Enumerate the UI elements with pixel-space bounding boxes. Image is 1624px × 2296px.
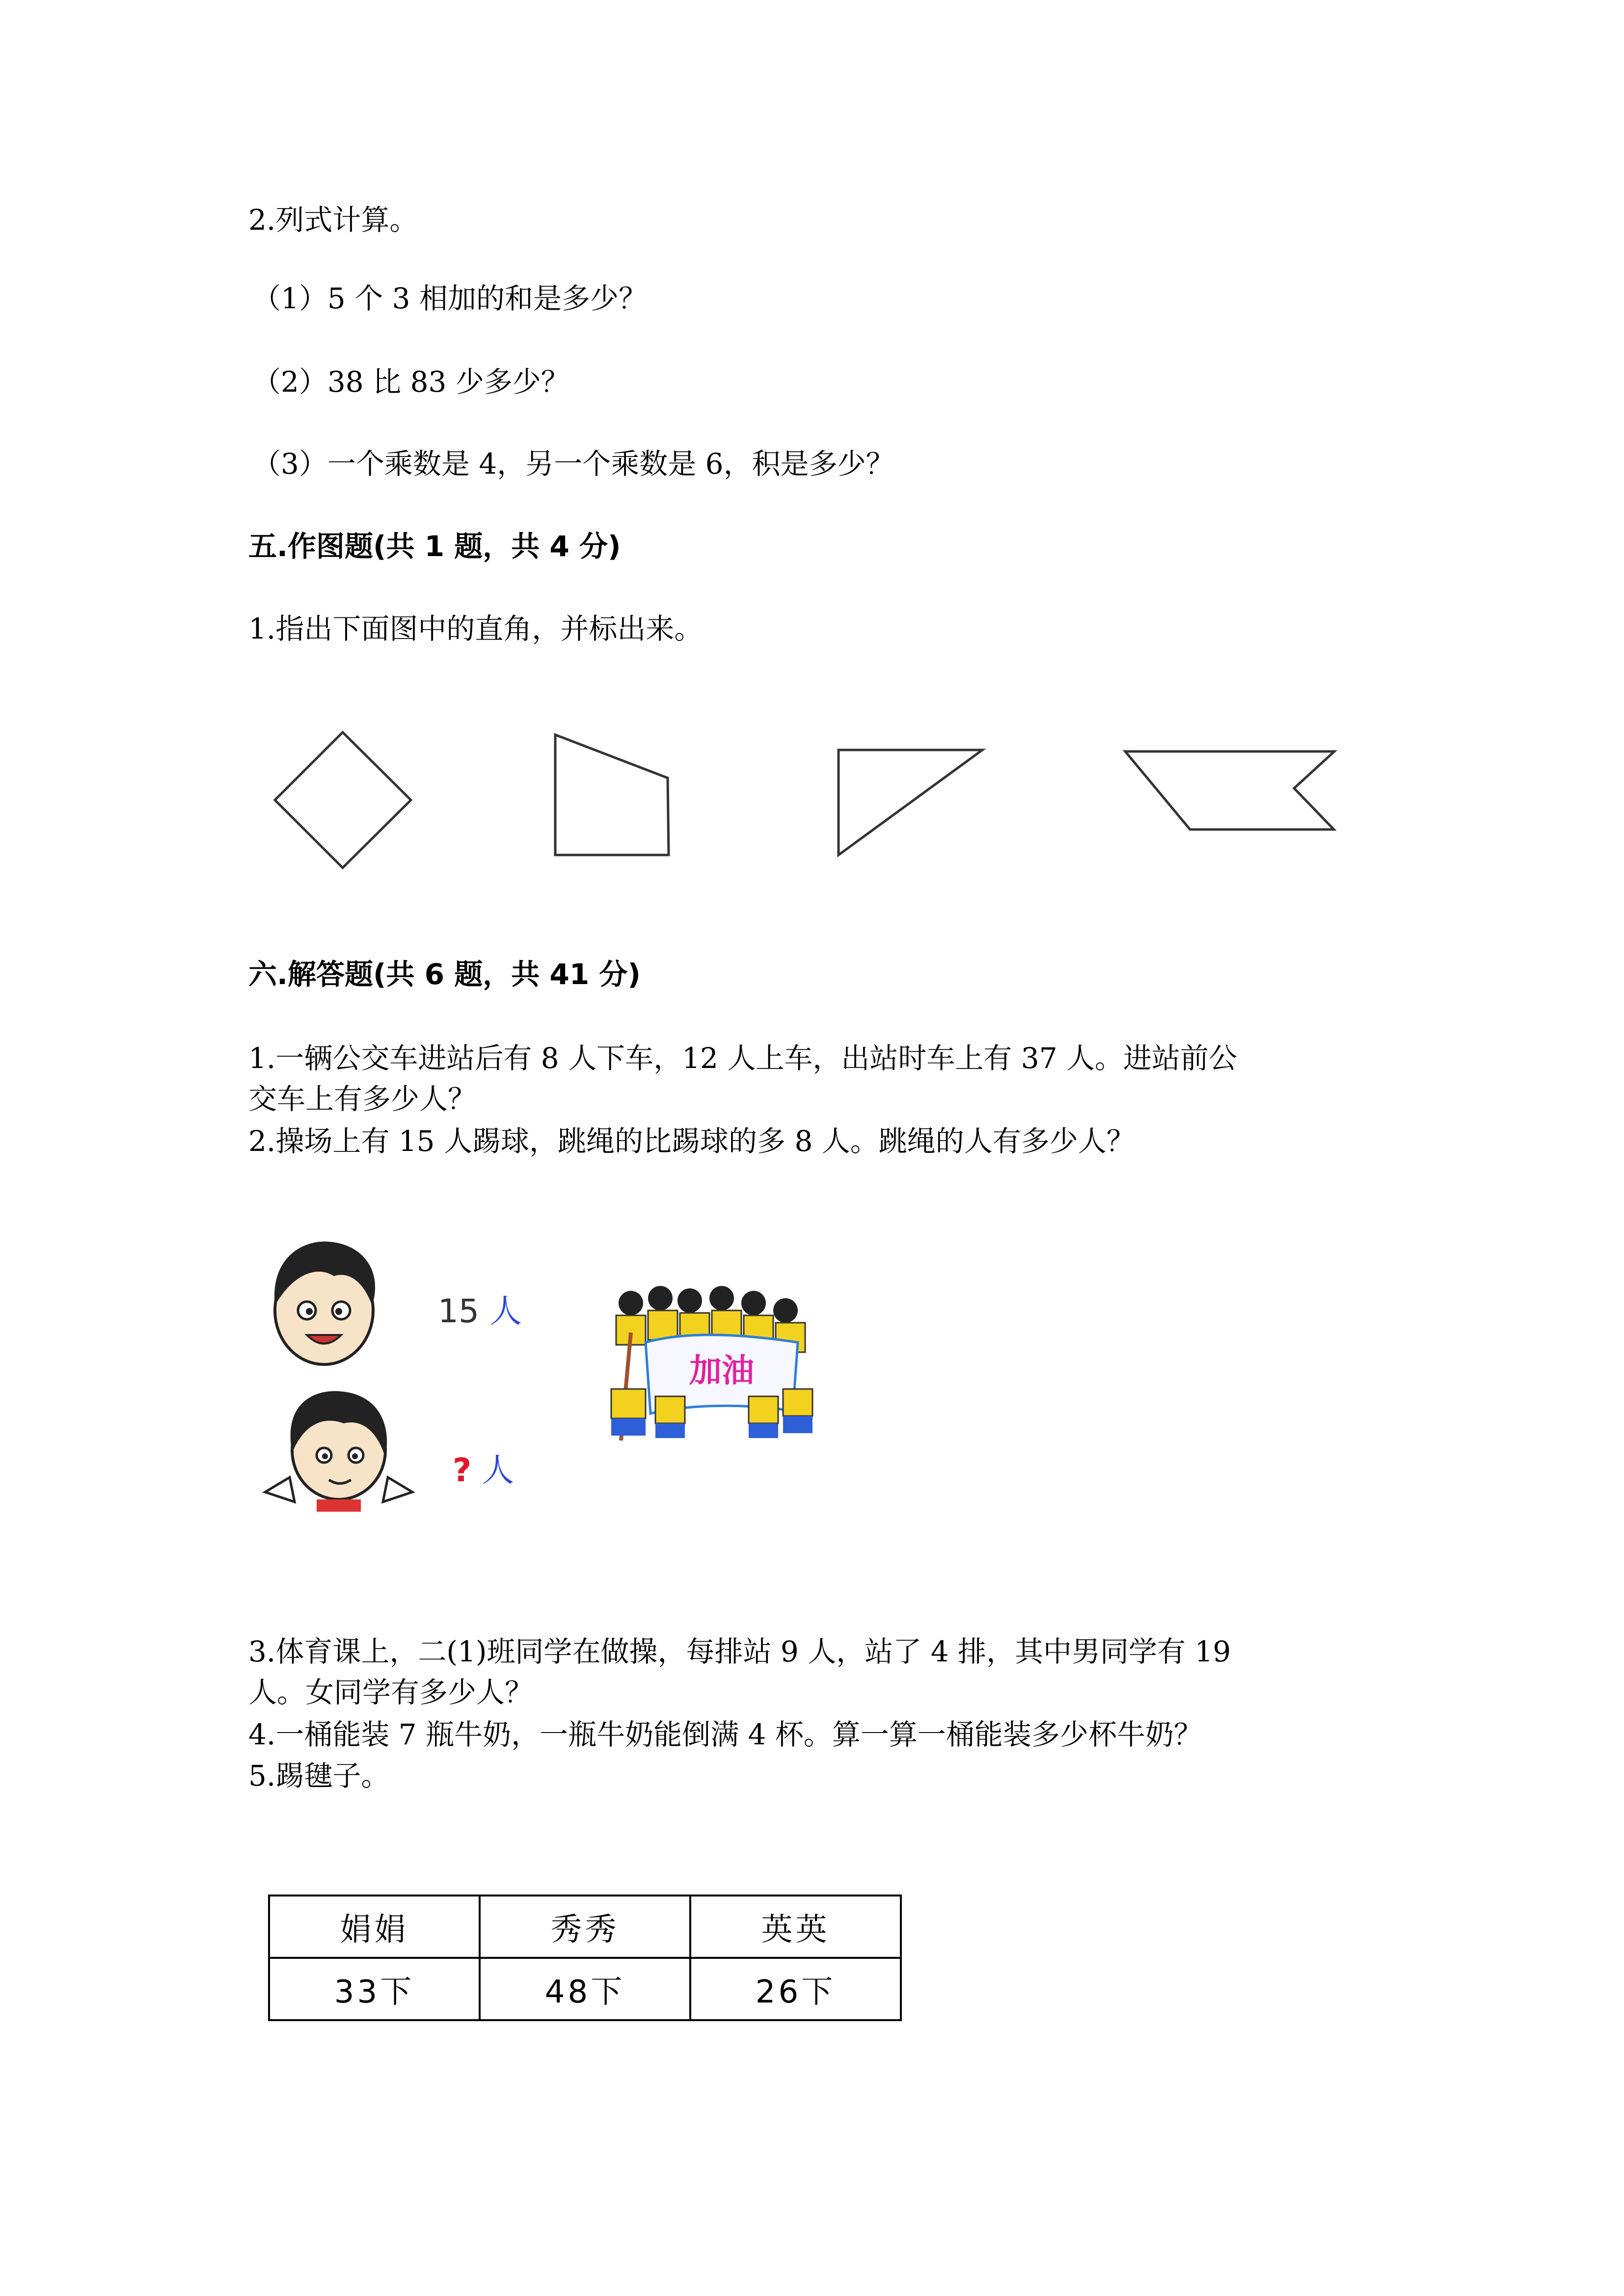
question-item: （3）一个乘数是 4，另一个乘数是 6，积是多少？ (252, 447, 894, 481)
question-text: 1.指出下面图中的直角，并标出来。 (248, 612, 703, 645)
triangle-shape (839, 750, 982, 855)
boy-count: 15 (438, 1292, 479, 1330)
question-text: 1.一辆公交车进站后有 8 人下车，12 人上车，出站时车上有 37 人。进站前公 (248, 1041, 1238, 1075)
table-header-cell: 娟娟 (269, 1896, 480, 1958)
geometry-figures (0, 0, 1624, 933)
question-text: 交车上有多少人？ (248, 1082, 477, 1116)
section-heading: 六.解答题(共 6 题，共 41 分) (248, 958, 641, 991)
question-text: 5.踢毽子。 (248, 1759, 390, 1792)
diamond-shape (275, 732, 411, 868)
table-cell: 48下 (480, 1958, 690, 2020)
boy-count-label (438, 1285, 522, 1332)
banner-text: 加油 (689, 1352, 754, 1389)
question-item: （2）38 比 83 少多少？ (252, 365, 569, 399)
question-title: 2.列式计算。 (248, 203, 418, 237)
table-cell: 33下 (269, 1958, 480, 2020)
girl-face-icon (260, 1389, 417, 1512)
question-text: 3.体育课上，二(1)班同学在做操，每排站 9 人，站了 4 排，其中男同学有 19 (248, 1635, 1231, 1668)
question-text: 人。女同学有多少人？ (248, 1676, 534, 1709)
cheering-crowd-icon (601, 1283, 822, 1450)
flag-shape (1125, 751, 1334, 829)
boy-face-icon (260, 1237, 388, 1369)
section-heading: 五.作图题(共 1 题，共 4 分) (248, 530, 621, 563)
table-header-cell: 秀秀 (480, 1896, 690, 1958)
table-header-cell: 英英 (690, 1896, 901, 1958)
table-cell: 26下 (690, 1958, 901, 2020)
person-char: 人 (482, 1451, 514, 1489)
table-row (269, 1896, 901, 1958)
question-mark: ? (453, 1451, 472, 1489)
question-text: 4.一桶能装 7 瓶牛奶，一瓶牛奶能倒满 4 杯。算一算一桶能装多少杯牛奶？ (248, 1718, 1202, 1751)
table-row (269, 1958, 901, 2020)
kick-count-table (268, 1895, 902, 2021)
trapezoid-shape (555, 735, 669, 855)
question-item: （1）5 个 3 相加的和是多少？ (252, 282, 648, 315)
girl-count-label (453, 1444, 514, 1491)
question-text: 2.操场上有 15 人踢球，跳绳的比踢球的多 8 人。跳绳的人有多少人？ (248, 1124, 1135, 1158)
person-char: 人 (489, 1292, 522, 1330)
